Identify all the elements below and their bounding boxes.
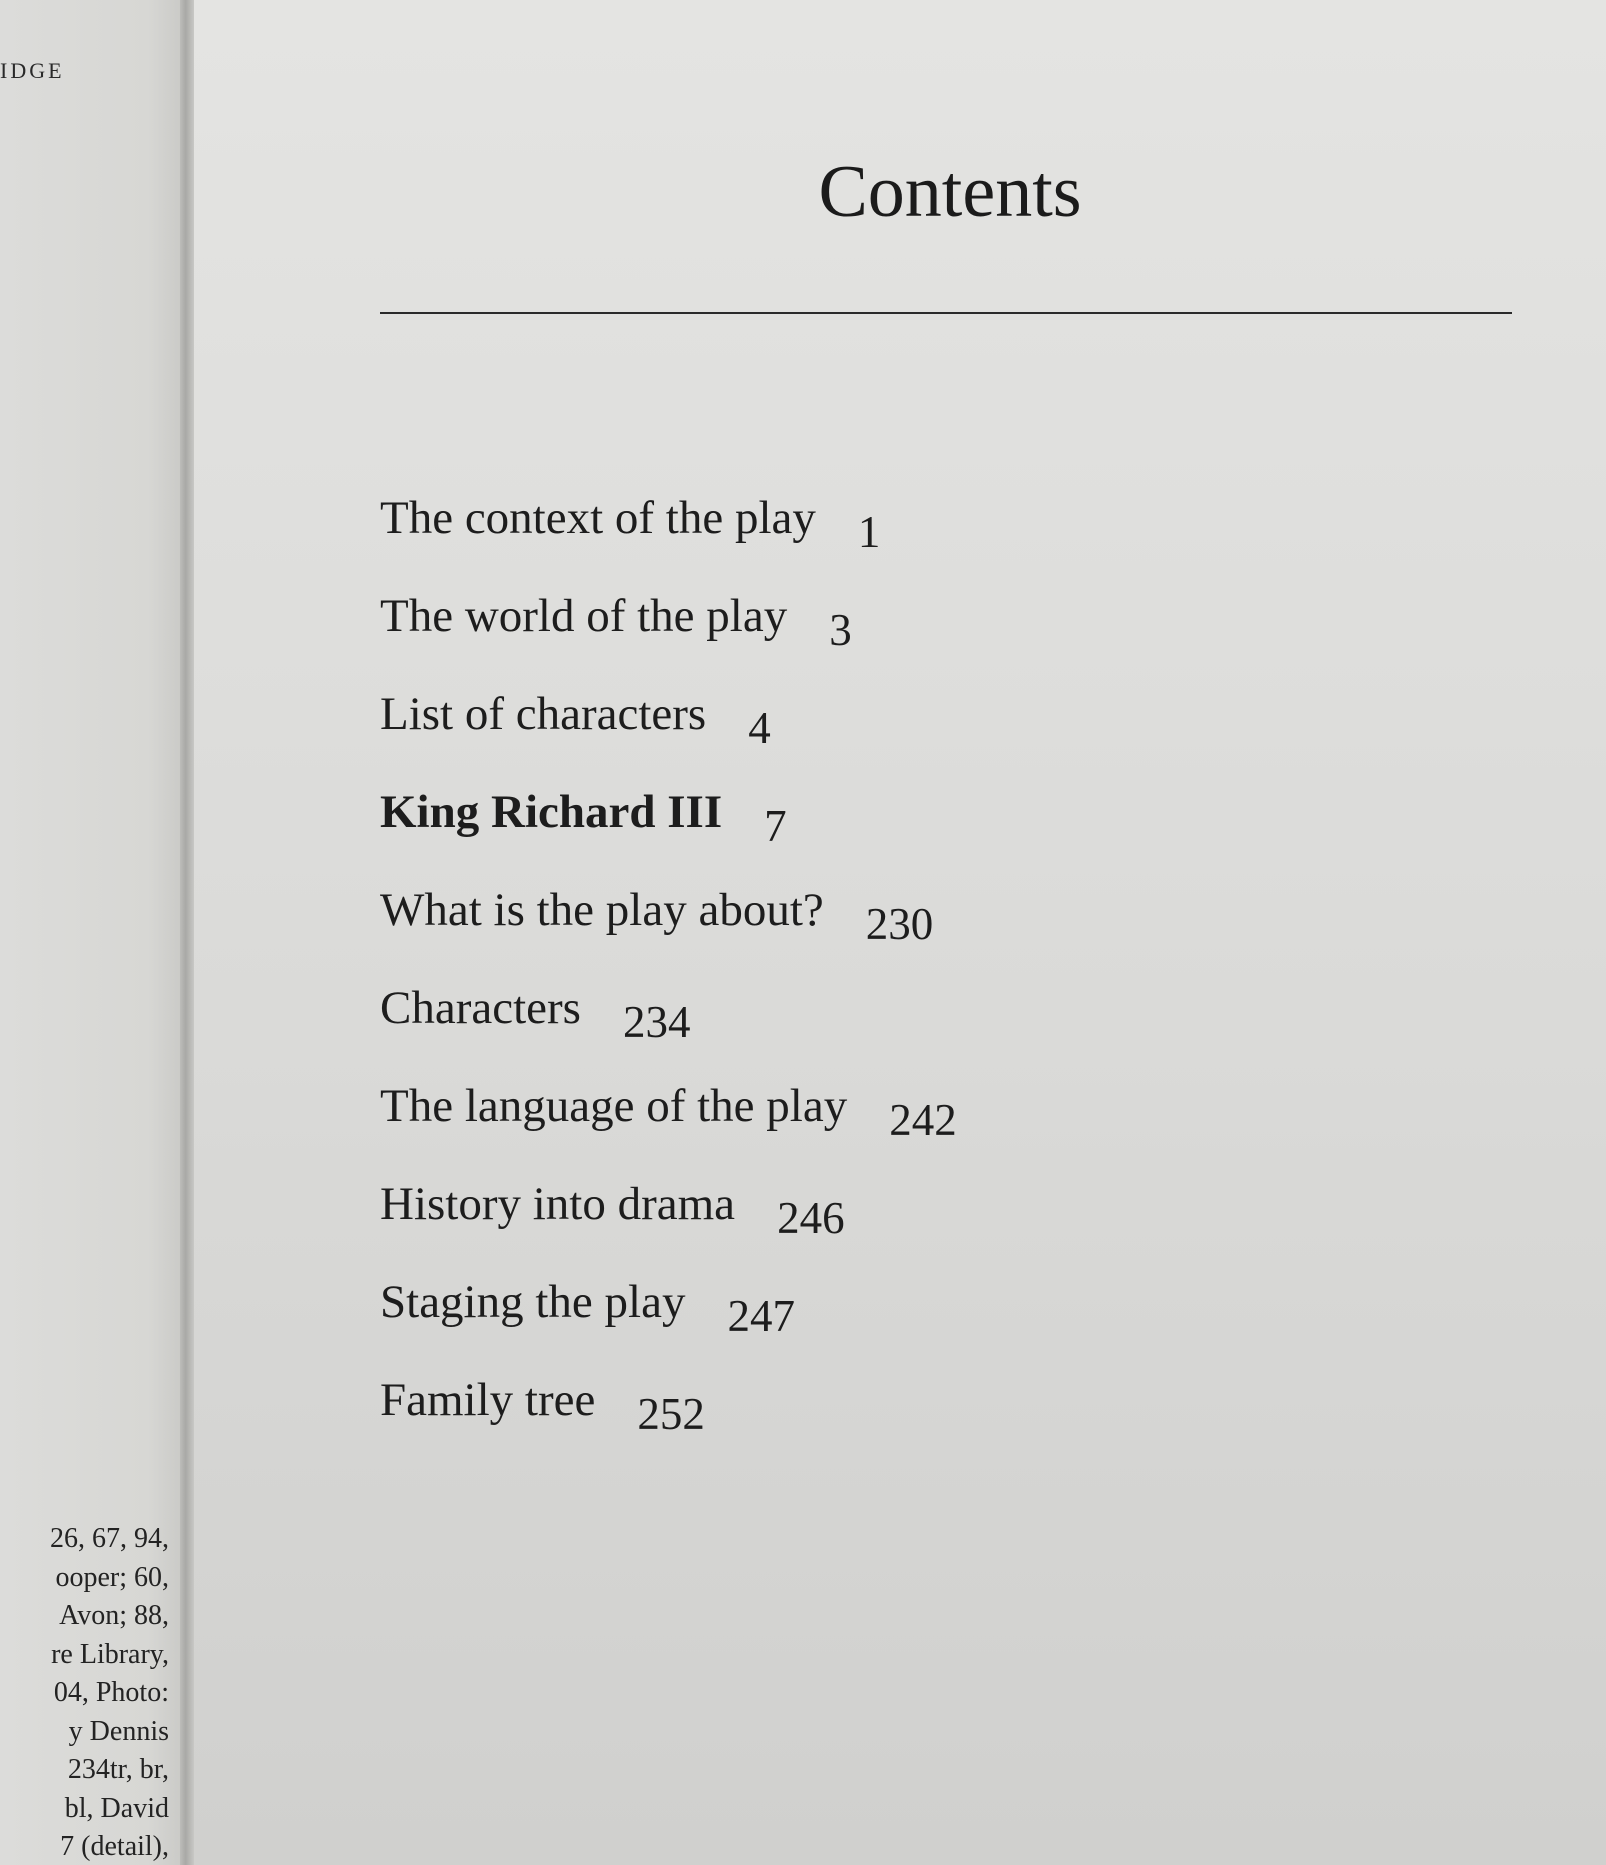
credit-line: 26, 67, 94, — [50, 1523, 169, 1554]
credit-line: 04, Photo: — [53, 1677, 169, 1708]
toc-entry — [380, 490, 881, 557]
toc-entry-label: The world of the play — [380, 590, 788, 642]
toc-entry-label: King Richard III — [380, 786, 723, 838]
toc-entry — [380, 588, 852, 655]
toc-entry-label: The language of the play — [380, 1080, 848, 1132]
running-head: IDGE — [0, 58, 65, 83]
toc-entry-label: Characters — [380, 982, 581, 1034]
left-page — [0, 0, 185, 1865]
toc-entry — [380, 882, 934, 949]
toc-entry-label: The context of the play — [380, 492, 816, 544]
title-rule — [380, 312, 1512, 314]
toc-entry-page: 252 — [637, 1389, 705, 1439]
toc-entry-page: 1 — [857, 507, 881, 557]
toc-entry-label: History into drama — [380, 1178, 736, 1230]
toc-entry — [380, 1372, 705, 1439]
photo-credits — [50, 1520, 169, 1865]
toc-entry-play-text — [380, 784, 787, 851]
toc-entry — [380, 686, 771, 753]
toc-entry — [380, 1274, 795, 1341]
credit-line: bl, David — [64, 1792, 169, 1824]
credit-line: re Library, — [51, 1638, 169, 1670]
credit-line: y Dennis — [68, 1715, 169, 1747]
toc-entry-label: Staging the play — [380, 1276, 686, 1328]
toc-entry — [380, 980, 691, 1047]
toc-entry-page: 246 — [777, 1193, 845, 1243]
toc-entry-label: Family tree — [380, 1374, 596, 1426]
toc-entry-page: 7 — [764, 801, 787, 851]
toc-entry-page: 3 — [829, 605, 852, 655]
toc-entry-page: 234 — [622, 997, 691, 1047]
toc-entry — [380, 1078, 957, 1145]
toc-entry-label: What is the play about? — [380, 884, 824, 936]
credit-line: 7 (detail), — [60, 1831, 169, 1862]
credit-line: Avon; 88, — [59, 1600, 169, 1631]
toc-entry-label: List of characters — [380, 688, 707, 740]
toc-entry-page: 242 — [889, 1095, 957, 1145]
book-gutter — [180, 0, 194, 1865]
toc-entry-page: 4 — [748, 703, 771, 753]
credit-line: ooper; 60, — [55, 1561, 169, 1593]
toc-entry — [380, 1176, 845, 1243]
toc-entry-page: 247 — [727, 1291, 795, 1341]
toc-entry-page: 230 — [865, 899, 934, 949]
page-title: Contents — [818, 151, 1082, 233]
credit-line: 234tr, br, — [67, 1754, 169, 1785]
